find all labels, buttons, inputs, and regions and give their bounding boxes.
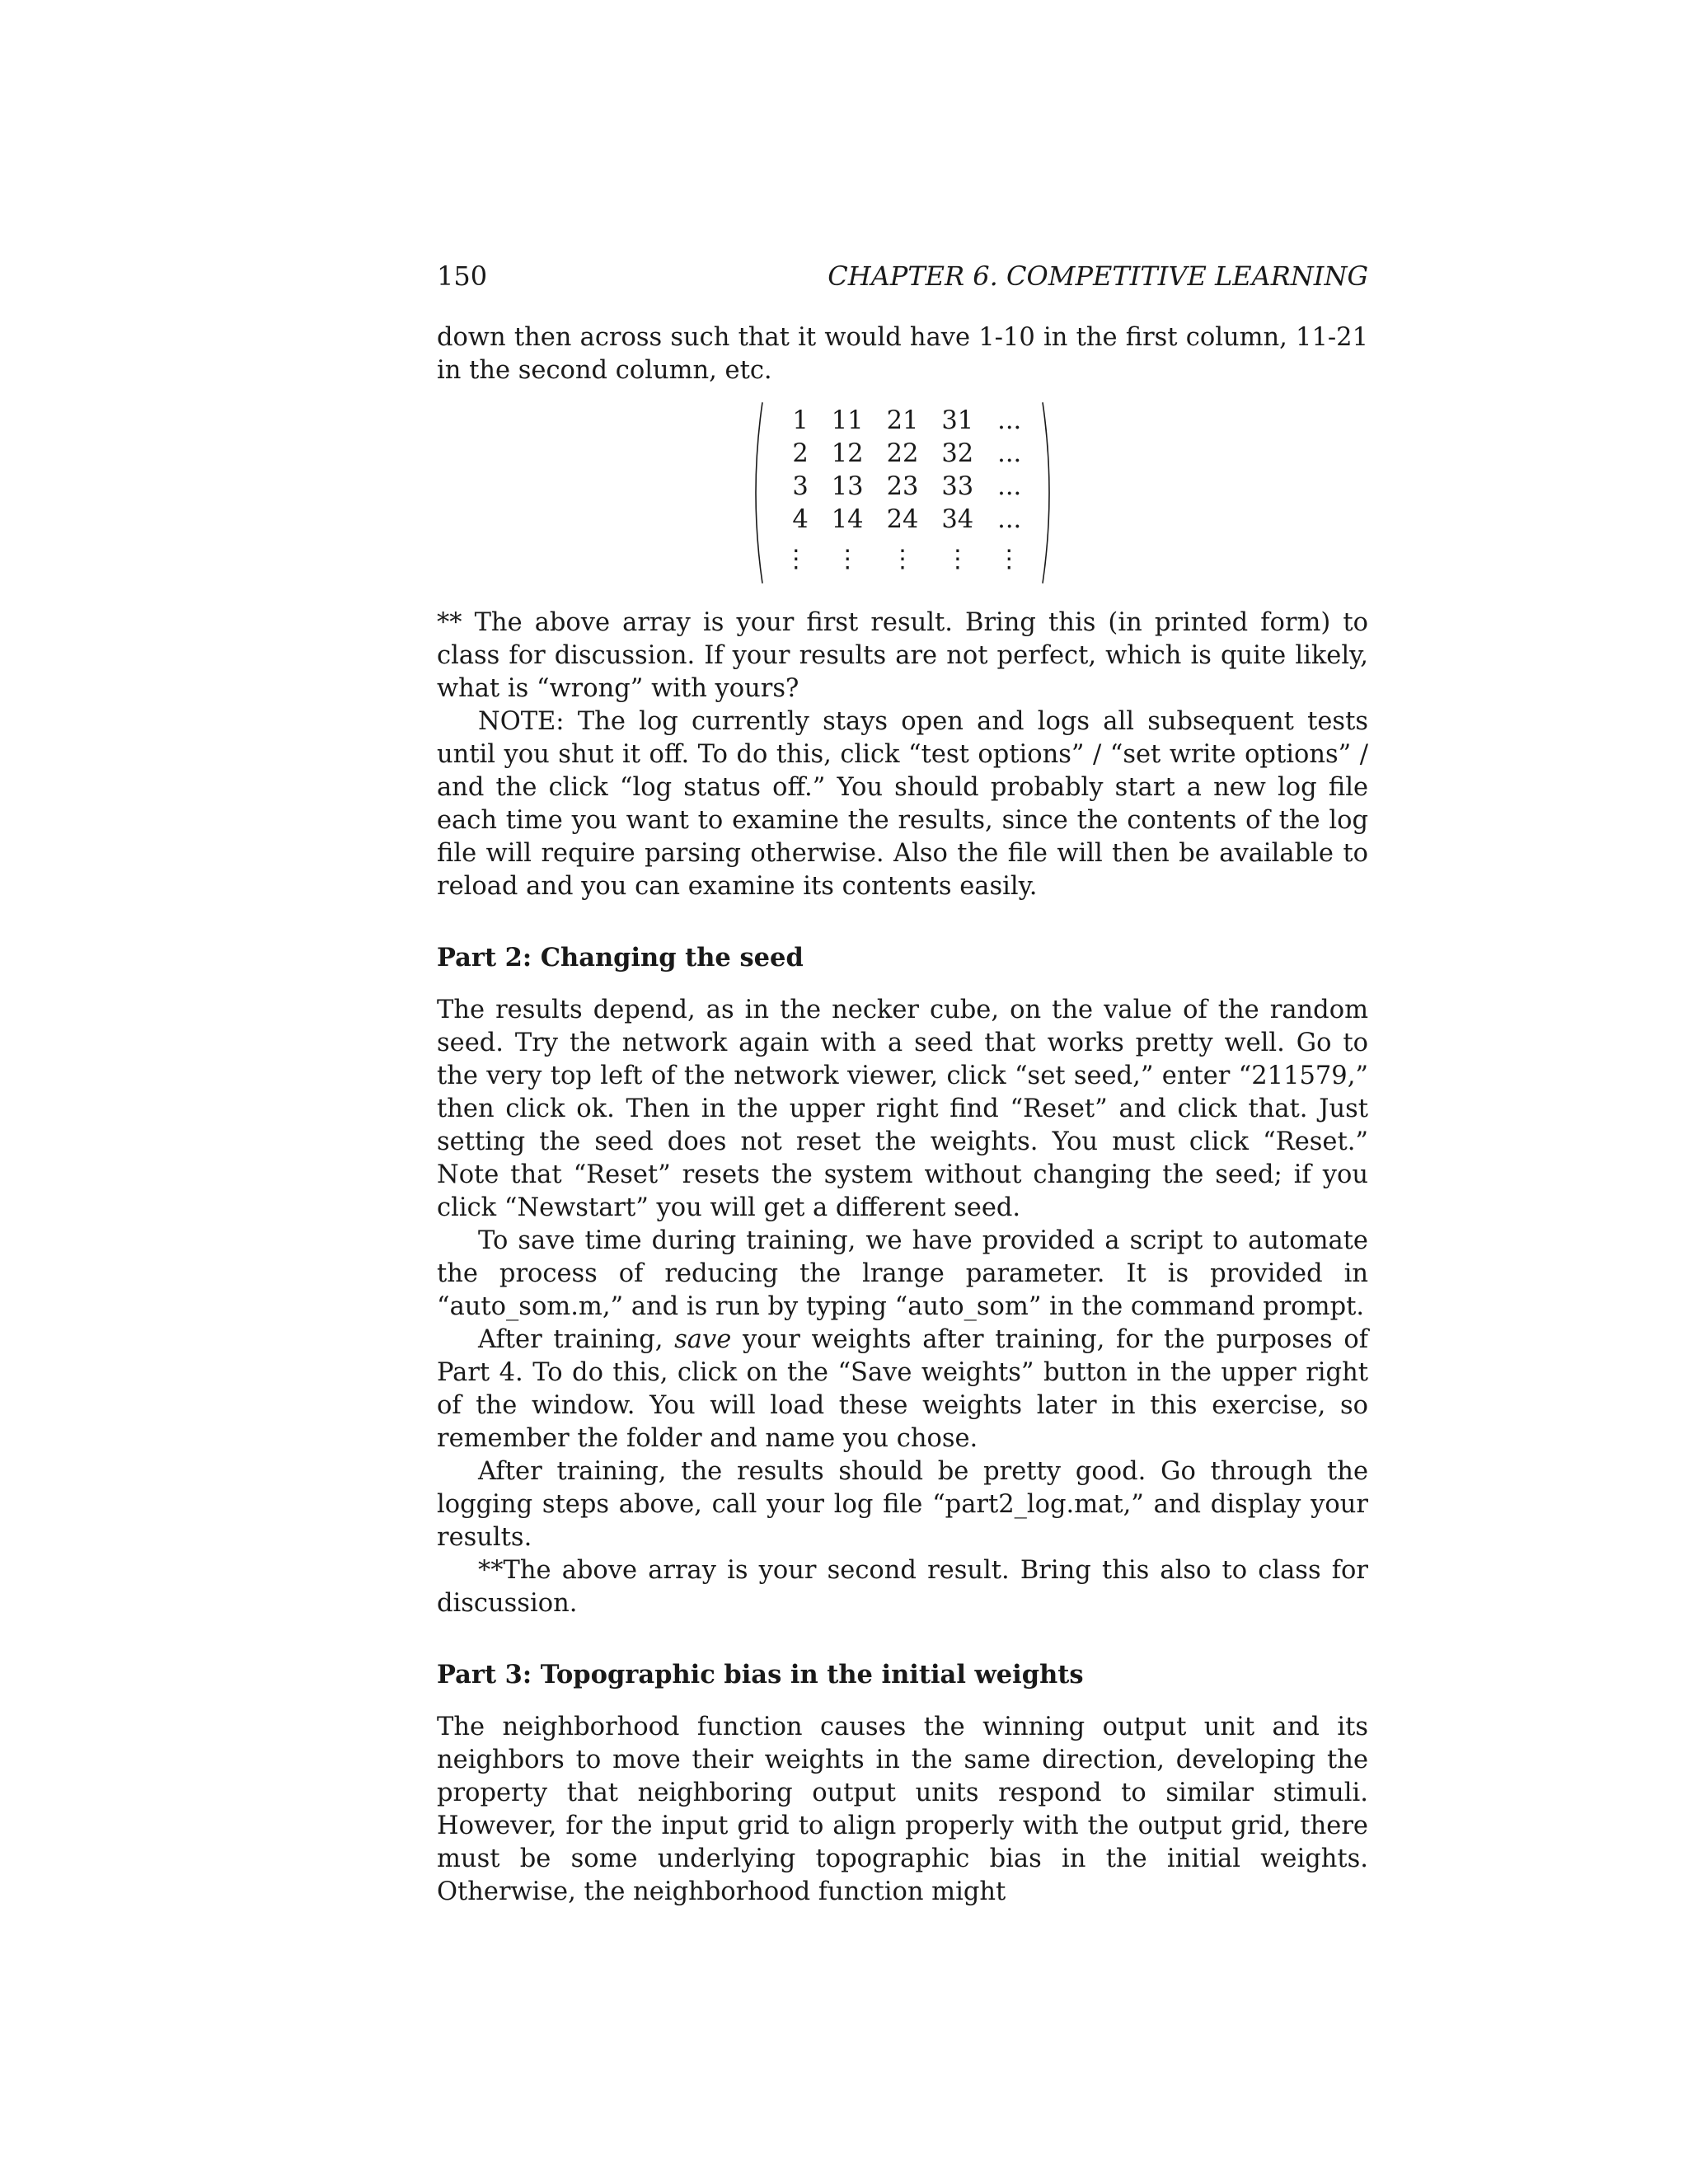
- first-result-note: ** The above array is your first result. Bring this (in printed form) to class for discussion. If your results are not perfect, which is quite likely, what is “wrong” with yours?: [437, 608, 1368, 703]
- log-note: NOTE: The log currently stays open and logs all subsequent tests until you shut it off. To do this, click “test options” / “set write options” / and the click “log status off.” You should probably start a new log file each time you want to examine the results, since the contents of the log file will require parsing otherwise. Also the file will then be available to reload and you can examine its contents easily.: [437, 707, 1368, 901]
- matrix-vdots: ⋮: [783, 544, 809, 574]
- matrix-cell: 1: [792, 405, 809, 435]
- matrix-cell: 32: [941, 438, 974, 468]
- matrix-cell: 14: [831, 504, 864, 534]
- emphasis-save: save: [674, 1325, 732, 1354]
- document-page: [437, 247, 1368, 1909]
- page-header: [437, 247, 1368, 297]
- part2-paragraph-seed: The results depend, as in the necker cube, on the value of the random seed. Try the network again with a seed that works pretty well. Go to the very top left of the network viewer, click “set seed,” enter “211579,” then click ok. Then in the upper right find “Reset” and click that. Just setting the seed does not reset the weights. You must click “Reset.” Note that “Reset” resets the system without changing the seed; if you click “Newstart” you will get a different seed.: [437, 996, 1368, 1222]
- matrix-vdots: ⋮: [835, 544, 860, 574]
- matrix-cell: 11: [831, 405, 864, 435]
- part2-paragraph-logging: After training, the results should be pretty good. Go through the logging steps above, call your log file “part2_log.mat,” and display your results.: [437, 1457, 1368, 1552]
- matrix-row: [772, 503, 1033, 536]
- part3-paragraph: The neighborhood function causes the winning output unit and its neighbors to move their weights in the same direction, developing the property that neighboring output units respond to similar stimuli. However, for the input grid to align properly with the output grid, there must be some underlying topographic bias in the initial weights. Otherwise, the neighborhood function might: [437, 1713, 1368, 1906]
- matrix-row: [772, 404, 1033, 437]
- matrix: [748, 401, 1057, 585]
- part2-paragraph-save: After training, save your weights after training, for the purposes of Part 4. To do this, click on the “Save weights” button in the upper right of the window. You will load these weights later in this exercise, so remember the folder and name you chose.: [437, 1325, 1369, 1453]
- matrix-cell: 3: [792, 471, 809, 501]
- matrix-cell: 23: [886, 471, 919, 501]
- matrix-cell: 34: [941, 504, 974, 534]
- part2-paragraph-second-result: **The above array is your second result. Bring this also to class for discussion.: [437, 1556, 1368, 1618]
- matrix-cell: 21: [886, 405, 919, 435]
- intro-paragraph: down then across such that it would have 1-10 in the first column, 11-21 in the second column, etc.: [437, 323, 1368, 385]
- matrix-vdots: ⋮: [945, 544, 970, 574]
- section-heading-part2: Part 2: Changing the seed: [437, 943, 804, 972]
- matrix-cell: ...: [997, 405, 1022, 435]
- right-paren: [1039, 401, 1057, 585]
- matrix-cell: ...: [997, 471, 1022, 501]
- matrix-cell: 2: [792, 438, 809, 468]
- matrix-block: [437, 401, 1368, 585]
- matrix-cell: 24: [886, 504, 919, 534]
- matrix-cell: 33: [941, 471, 974, 501]
- matrix-row: [772, 470, 1033, 503]
- matrix-cell: 22: [886, 438, 919, 468]
- matrix-cell: 4: [792, 504, 809, 534]
- matrix-cell: 31: [941, 405, 974, 435]
- page-number: 150: [437, 260, 488, 292]
- running-head: CHAPTER 6. COMPETITIVE LEARNING: [828, 260, 1368, 292]
- matrix-vdots-row: [772, 536, 1033, 582]
- section-heading-part3: Part 3: Topographic bias in the initial weights: [437, 1660, 1084, 1690]
- matrix-cell: ...: [997, 438, 1022, 468]
- matrix-cell: 13: [831, 471, 864, 501]
- matrix-row: [772, 437, 1033, 470]
- matrix-vdots: ⋮: [890, 544, 915, 574]
- left-paren: [748, 401, 766, 585]
- part2-paragraph-script: To save time during training, we have provided a script to automate the process of reducing the lrange parameter. It is provided in “auto_som.m,” and is run by typing “auto_som” in the command prompt.: [437, 1226, 1368, 1321]
- matrix-table: [772, 404, 1033, 582]
- matrix-cell: 12: [831, 438, 864, 468]
- matrix-vdots: ⋮: [996, 544, 1022, 574]
- matrix-cell: ...: [997, 504, 1022, 534]
